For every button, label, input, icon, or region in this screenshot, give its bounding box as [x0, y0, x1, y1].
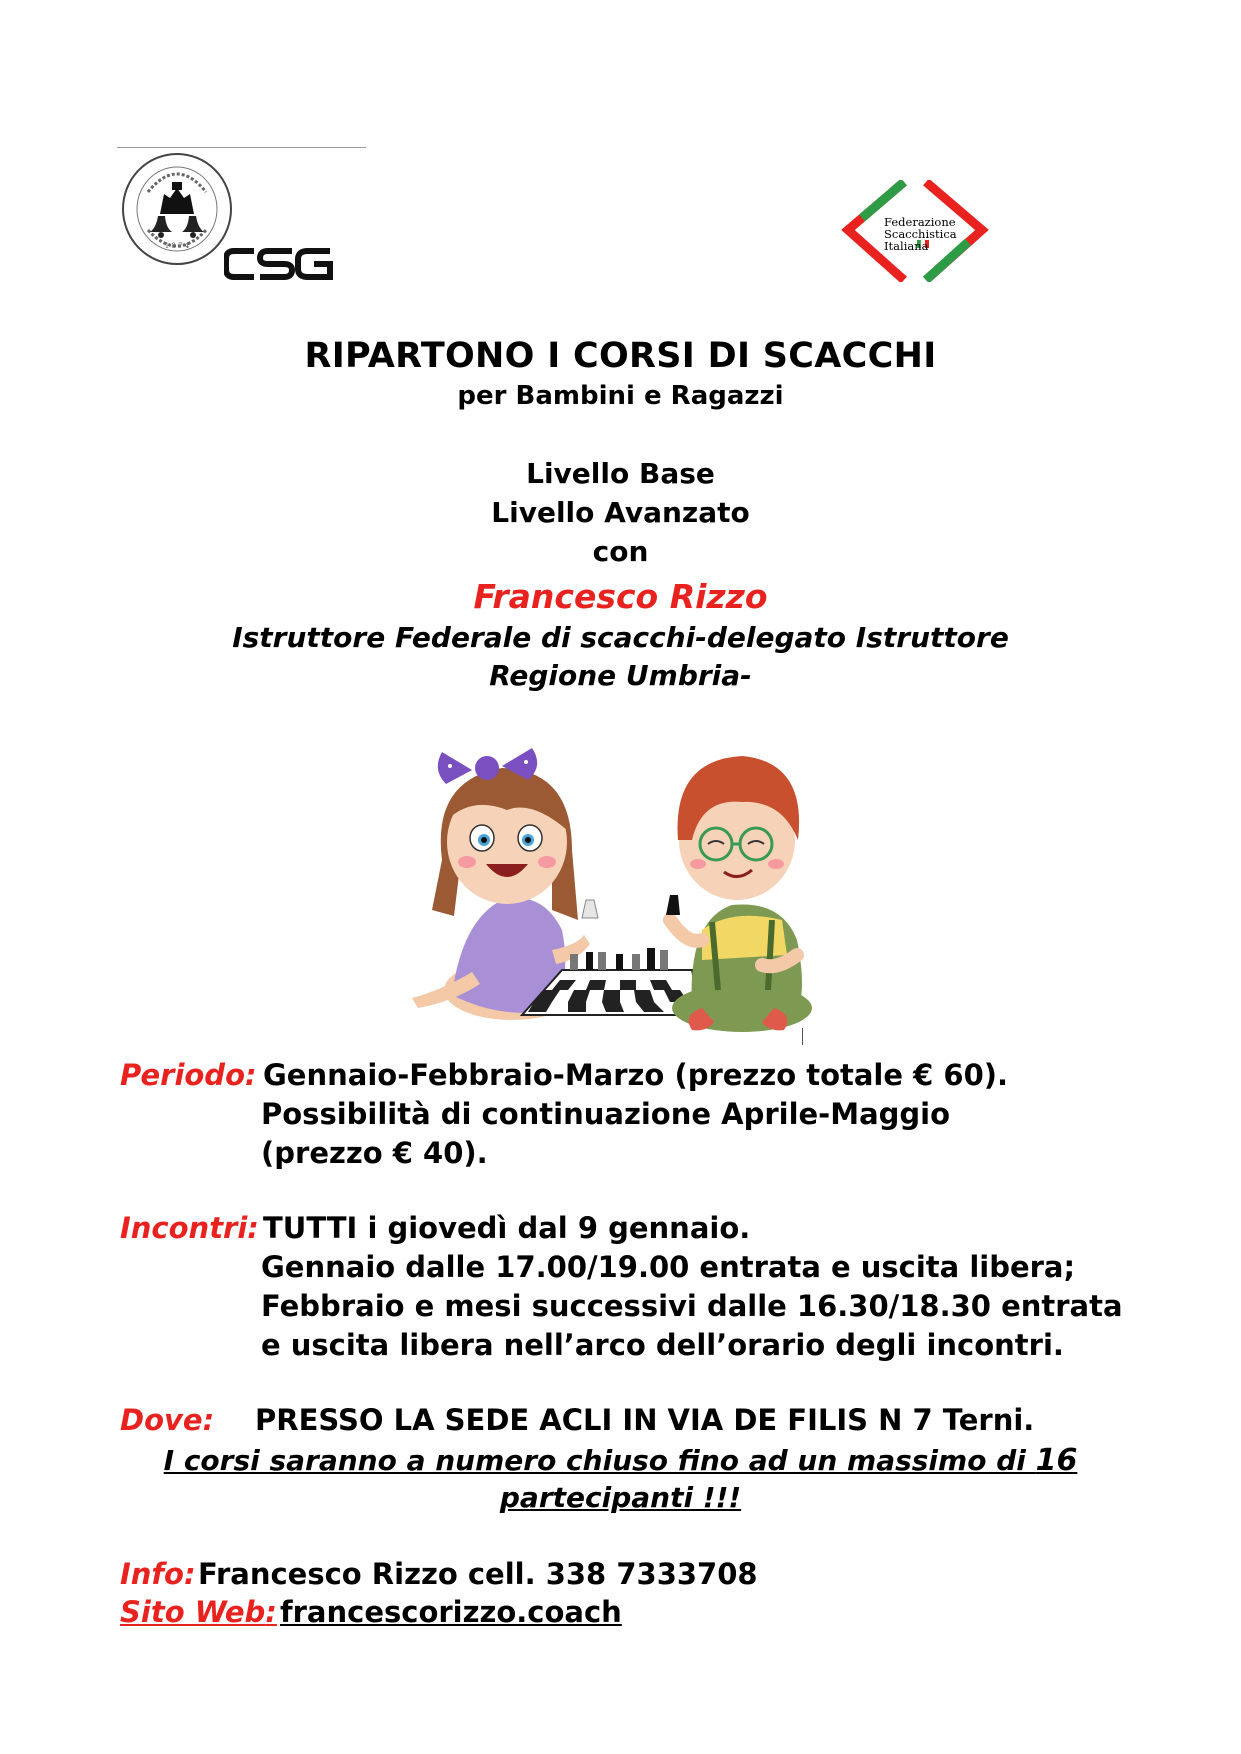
- periodo-line-3: (prezzo € 40).: [261, 1136, 488, 1170]
- capacity-notice-line-1: [0, 1443, 1241, 1478]
- capacity-notice-prefix: I corsi saranno a numero chiuso fino ad un massimo di: [163, 1444, 1036, 1477]
- coach-role-line-2: Regione Umbria-: [489, 659, 752, 692]
- incontri-line-1: TUTTI i giovedì dal 9 gennaio.: [263, 1211, 751, 1245]
- club-seal-logo: [120, 152, 234, 266]
- incontri-label: Incontri:: [120, 1211, 259, 1245]
- dove-text: PRESSO LA SEDE ACLI IN VIA DE FILIS N 7 Terni.: [255, 1403, 1035, 1437]
- periodo-line-1: Gennaio-Febbraio-Marzo (prezzo totale € 60).: [263, 1058, 1009, 1092]
- incontri-line-4: e uscita libera nell’arco dell’orario degli incontri.: [261, 1328, 1064, 1362]
- coach-role-line-1: Istruttore Federale di scacchi-delegato Istruttore: [232, 621, 1009, 654]
- website-label: [120, 1595, 277, 1629]
- incontri-line-2: Gennaio dalle 17.00/19.00 entrata e uscita libera;: [261, 1250, 1076, 1284]
- dove-label: Dove:: [120, 1403, 215, 1437]
- svg-text:1 8 7 4: 1 8 7 4: [164, 242, 190, 250]
- children-playing-chess-illustration: [402, 740, 842, 1045]
- federation-line-1: Federazione: [884, 215, 956, 229]
- info-label: Info:: [120, 1557, 196, 1591]
- federation-line-2: Scacchistica: [884, 227, 957, 241]
- level-base: Livello Base: [526, 457, 715, 490]
- website-label-colon: :: [265, 1595, 277, 1629]
- incontri-line-3: Febbraio e mesi successivi dalle 16.30/18.30 entrata: [261, 1289, 1123, 1323]
- capacity-number: 16: [1035, 1443, 1078, 1478]
- periodo-line-2: Possibilità di continuazione Aprile-Maggio: [261, 1097, 951, 1131]
- federation-line-3: Italiana: [884, 239, 929, 253]
- top-divider-line: [117, 147, 366, 148]
- page-subtitle: per Bambini e Ragazzi: [457, 381, 784, 411]
- federation-name: [884, 216, 957, 252]
- capacity-notice-line-2: partecipanti !!!: [499, 1481, 742, 1514]
- level-advanced: Livello Avanzato: [491, 496, 750, 529]
- info-text: Francesco Rizzo cell. 338 7333708: [198, 1557, 758, 1591]
- level-con: con: [592, 535, 649, 568]
- csb-logo-mark: [224, 243, 334, 285]
- periodo-label: Periodo:: [120, 1058, 257, 1092]
- coach-name: Francesco Rizzo: [473, 577, 768, 616]
- page-title: RIPARTONO I CORSI DI SCACCHI: [304, 336, 937, 376]
- website-link[interactable]: francescorizzo.coach: [280, 1595, 622, 1629]
- website-label-text: Sito Web: [120, 1595, 266, 1629]
